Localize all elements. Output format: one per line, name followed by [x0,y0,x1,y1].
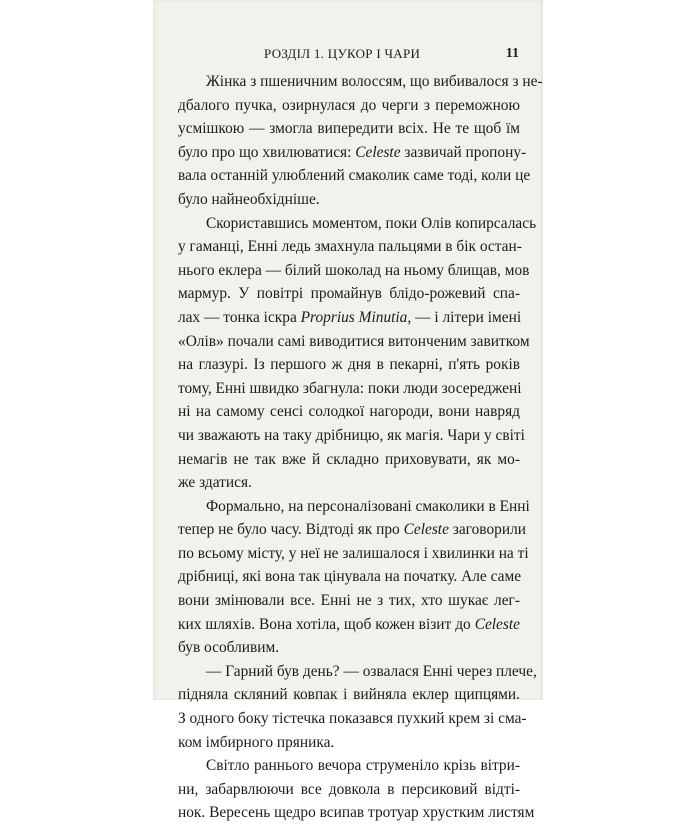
text-line [178,212,537,236]
text-segment: Жінка з пшеничним волоссям, що вибивалося з не- [206,73,543,90]
text-line [178,330,530,354]
text-line [178,259,530,283]
text-line [178,117,520,141]
text-segment: ких шляхів. Вона хотіла, щоб кожен візит до [178,615,475,633]
text-segment: же здатися. [178,474,252,492]
text-segment: , — і літери імені [407,308,522,326]
text-segment: по всьому місту, у неї не залишалося і хвилинки на ті [178,544,529,562]
text-segment: Формально, на персоналізовані смаколики в Енні [206,497,530,515]
italic-term: Celeste [403,521,449,539]
text-segment: у гаманці, Енні ледь змахнула пальцями в бік остан- [178,238,522,256]
text-line [178,731,520,755]
text-segment: Світло раннього вечора струменіло крізь вітри- [206,757,520,775]
book-page [153,0,543,822]
text-line [178,70,543,94]
text-segment: лах — тонка іскра [178,308,301,326]
text-line [178,448,520,472]
italic-term: Celeste [355,143,401,161]
text-line [178,801,535,825]
text-segment: дрібниці, які вона так цінувала на початку. Але саме [178,568,522,586]
text-line [178,495,530,519]
text-segment: нок. Вересень щедро всипав тротуар хрустким листям [178,804,535,822]
italic-term: Proprius Minutia [300,308,408,326]
text-line [178,377,520,401]
page-number: 11 [505,46,519,61]
text-line [178,400,520,424]
text-segment: — Гарний був день? — озвалася Енні через плече, [206,662,537,680]
text-line [178,707,527,731]
text-line [178,424,525,448]
text-line [178,613,520,637]
text-line [178,518,527,542]
text-line [178,235,520,259]
text-segment: З одного боку тістечка показався пухкий крем зі сма- [178,710,527,728]
text-segment: тому, Енні швидко збагнула: поки люди зосереджені [178,379,522,397]
text-line [178,353,520,377]
text-segment: заговорили [448,521,527,539]
text-line [178,94,520,118]
text-line [178,188,520,212]
paragraph [178,660,537,754]
text-line [178,589,520,613]
text-segment: ні на самому сенсі солодкої нагороди, вони навряд [178,403,520,421]
text-line [178,141,527,165]
text-line [178,683,520,707]
text-segment: «Олів» почали самі виводитися витонченим завитком [178,332,530,350]
text-segment: Скориставшись моментом, поки Олів копирсалась [206,214,537,232]
text-line [178,542,529,566]
text-segment: зазвичай пропону- [400,143,527,161]
text-segment: ком імбирного пряника. [178,733,335,751]
text-segment: нього еклера — білий шоколад на ньому блищав, мов [178,261,530,279]
body-text [178,70,543,825]
text-line [178,660,537,684]
text-line [178,778,520,802]
text-segment: тепер не було часу. Відтоді як про [178,521,404,539]
text-segment: ни, забарвлюючи все довкола в персиковий відті- [178,780,520,798]
text-segment: було про що хвилюватися: [178,143,356,161]
text-line [178,282,520,306]
text-segment: вала останній улюблений смаколик саме тоді, коли це [178,167,531,185]
text-segment: дбалого пучка, озирнулася до черги з переможною [178,96,520,114]
text-line [178,754,520,778]
text-segment: вони змінювали все. Енні не з тих, хто шукає лег- [178,592,520,610]
text-segment: мармур. У повітрі промайнув блідо-рожевий спа- [178,285,520,303]
text-line [178,471,520,495]
italic-term: Celeste [474,615,520,633]
text-segment: усмішкою — змогла випередити всіх. Не те щоб їм [178,120,520,138]
text-line [178,565,520,589]
text-segment: було найнеобхідніше. [178,190,320,208]
text-line [178,164,531,188]
paragraph [178,212,537,495]
text-segment: немагів не так вже й складно приховувати, як мо- [178,450,520,468]
chapter-title: РОЗДІЛ 1. ЦУКОР І ЧАРИ [264,46,421,61]
paragraph [178,70,543,212]
paragraph [178,495,530,660]
paragraph [178,754,535,825]
text-line [178,306,520,330]
text-segment: чи зважають на таку дрібницю, як магія. Чари у світі [178,426,525,444]
text-segment: підняла скляний ковпак і вийняла еклер щипцями. [178,686,520,704]
text-segment: на глазурі. Із першого ж дня в пекарні, п'ять років [178,356,520,374]
text-segment: був особливим. [178,639,280,657]
text-line [178,636,520,660]
